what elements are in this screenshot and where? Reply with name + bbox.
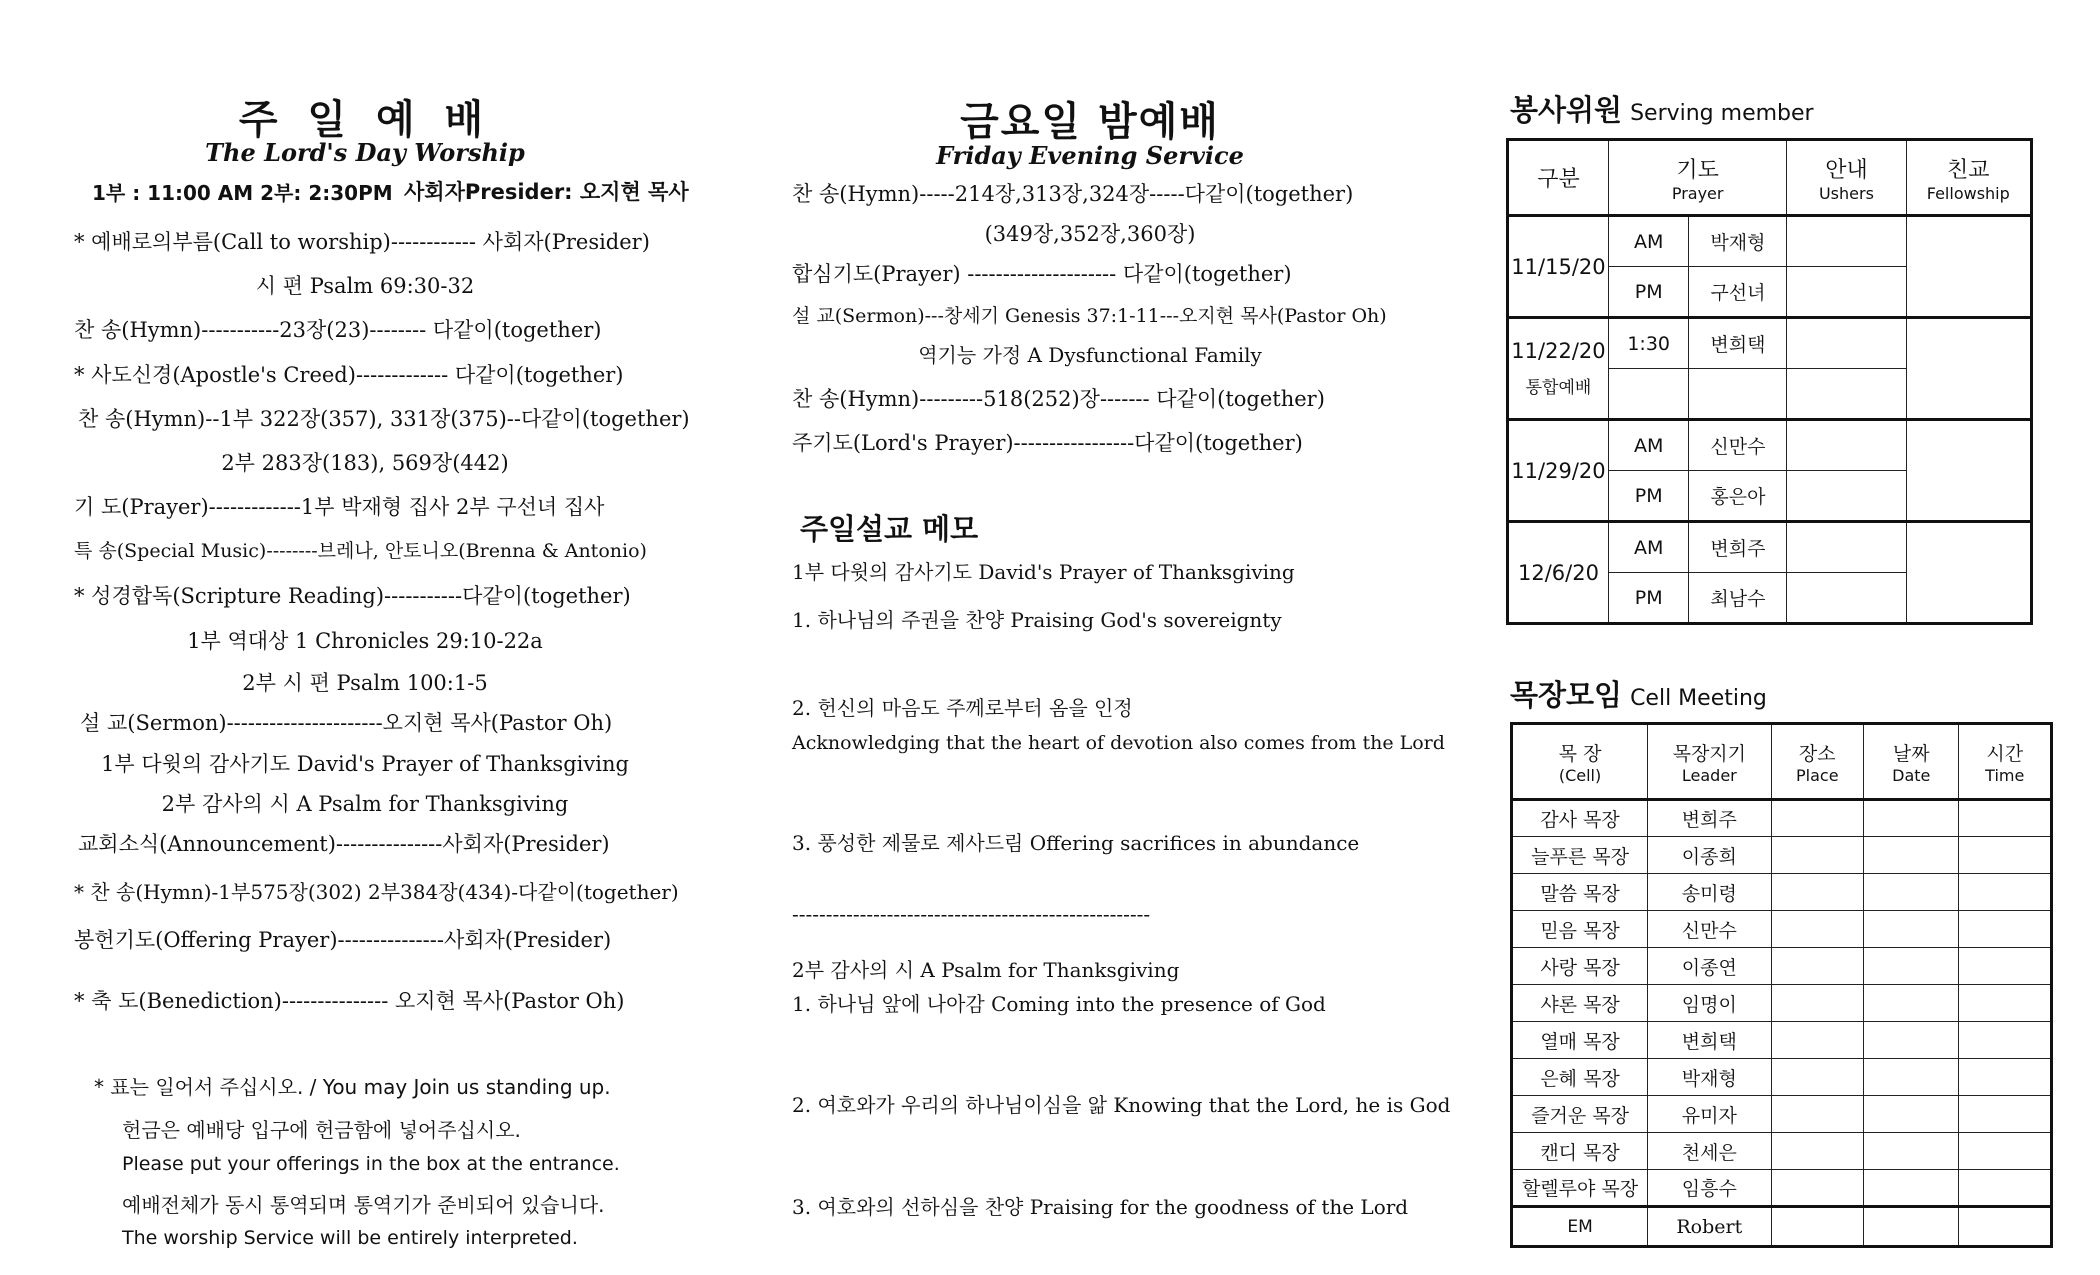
serving-table [1506,138,2033,625]
cell-name: 즐거운 목장 [1512,1096,1648,1133]
cell-leader: 유미자 [1648,1096,1771,1133]
memo-line: Acknowledging that the heart of devotion also comes from the Lord [792,732,1445,754]
memo-line: 3. 풍성한 제물로 제사드림 Offering sacrifices in abundance [792,831,1360,855]
cell-row [1512,837,2052,874]
cell-date [1864,1096,1959,1133]
memo-line: 2. 여호와가 우리의 하나님이심을 앎 Knowing that the Lord, he is God [792,1093,1451,1117]
cell-leader: Robert [1648,1207,1771,1247]
cell-name: 감사 목장 [1512,800,1648,837]
cell-title-en: Cell Meeting [1630,686,1767,711]
order-item: 2부 시 편 Psalm 100:1-5 [242,671,488,695]
cell-name: 할렐루야 목장 [1512,1170,1648,1207]
cell-name: EM [1512,1207,1648,1247]
friday-order-item: (349장,352장,360장) [984,222,1196,246]
cell-title-ko: 목장모임 [1510,678,1623,712]
serving-slot: AM [1608,420,1689,471]
serving-slot: PM [1608,267,1689,318]
order-item: 봉헌기도(Offering Prayer)---------------사회자(Presider) [74,928,612,952]
cell-date [1864,874,1959,911]
cell-row [1512,1207,2052,1247]
serving-title-en: Serving member [1630,101,1814,126]
memo-line: 1. 하나님의 주권을 찬양 Praising God's sovereignty [792,608,1282,632]
serving-ushers-cell [1787,216,1906,267]
volunteers-section [1500,0,2060,1275]
serving-header-prayer: 기도 Prayer [1608,140,1786,216]
cell-place [1771,1022,1864,1059]
cell-date [1864,1170,1959,1207]
cell-meeting-table [1510,722,2053,1248]
cell-time [1959,874,2052,911]
memo-line: 1부 다윗의 감사기도 David's Prayer of Thanksgiving [792,560,1295,584]
cell-place [1771,985,1864,1022]
sermon-memo-title: 주일설교 메모 [800,512,979,546]
service-times: 1부 : 11:00 AM 2부: 2:30PM [92,181,393,205]
serving-ushers-cell [1787,369,1906,420]
serving-ushers-cell [1787,522,1906,573]
note-line: 예배전체가 동시 통역되며 통역기가 준비되어 있습니다. [122,1193,605,1217]
cell-time [1959,1059,2052,1096]
cell-meeting-title [1510,673,1767,714]
presider: 사회자Presider: 오지현 목사 [404,180,689,204]
cell-time [1959,985,2052,1022]
memo-line: 2부 감사의 시 A Psalm for Thanksgiving [792,958,1180,982]
cell-place [1771,874,1864,911]
order-item: * 성경합독(Scripture Reading)-----------다같이(together) [74,584,631,608]
serving-date: 11/29/20 [1508,420,1609,522]
serving-slot [1608,369,1689,420]
cell-place [1771,1096,1864,1133]
serving-prayer-name: 홍은아 [1689,471,1787,522]
cell-row [1512,911,2052,948]
friday-order-item: 합심기도(Prayer) --------------------- 다같이(together) [792,262,1292,286]
cell-place [1771,1170,1864,1207]
cell-row [1512,800,2052,837]
serving-ushers-cell [1787,318,1906,369]
order-item: 2부 283장(183), 569장(442) [221,451,509,475]
cell-time [1959,1170,2052,1207]
cell-name: 말씀 목장 [1512,874,1648,911]
friday-service-section [790,0,1451,1275]
serving-slot: AM [1608,522,1689,573]
cell-place [1771,911,1864,948]
cell-leader: 변희주 [1648,800,1771,837]
cell-time [1959,837,2052,874]
cell-row [1512,1022,2052,1059]
cell-time [1959,911,2052,948]
serving-prayer-name [1689,369,1787,420]
serving-prayer-name: 변희택 [1689,318,1787,369]
cell-name: 열매 목장 [1512,1022,1648,1059]
cell-place [1771,1059,1864,1096]
cell-row [1512,874,2052,911]
note-line: * 표는 일어서 주십시오. / You may Join us standing up. [94,1075,611,1099]
serving-ushers-cell [1787,267,1906,318]
cell-row [1512,1096,2052,1133]
serving-fellowship-cell [1906,420,2031,522]
order-item: * 찬 송(Hymn)-1부575장(302) 2부384장(434)-다같이(together) [74,880,679,904]
cell-date [1864,985,1959,1022]
order-item: * 사도신경(Apostle's Creed)------------- 다같이(together) [74,363,624,387]
order-item: 교회소식(Announcement)---------------사회자(Presider) [78,832,610,856]
cell-place [1771,1207,1864,1247]
sunday-worship-subtitle: The Lord's Day Worship [205,138,525,167]
cell-name: 샤론 목장 [1512,985,1648,1022]
cell-name: 믿음 목장 [1512,911,1648,948]
order-item: * 예배로의부름(Call to worship)------------ 사회자(Presider) [74,230,650,254]
serving-prayer-name: 박재형 [1689,216,1787,267]
cell-leader: 송미령 [1648,874,1771,911]
cell-header-cell: 목 장 (Cell) [1512,724,1648,800]
cell-row [1512,1133,2052,1170]
combined-service-label: 통합예배 [1525,378,1592,398]
serving-fellowship-cell [1906,522,2031,624]
cell-date [1864,1059,1959,1096]
order-item: 1부 역대상 1 Chronicles 29:10-22a [187,629,543,653]
serving-slot: PM [1608,471,1689,522]
cell-time [1959,1207,2052,1247]
cell-date [1864,1022,1959,1059]
order-item: 특 송(Special Music)--------브레나, 안토니오(Brenna & Antonio) [74,540,647,562]
serving-prayer-name: 구선녀 [1689,267,1787,318]
order-item: 찬 송(Hymn)-----------23장(23)-------- 다같이(together) [74,318,602,342]
cell-date [1864,1133,1959,1170]
serving-header-fellowship: 친교 Fellowship [1906,140,2031,216]
order-item: 기 도(Prayer)-------------1부 박재형 집사 2부 구선녀 집사 [74,495,605,519]
order-item: 2부 감사의 시 A Psalm for Thanksgiving [161,792,569,816]
serving-slot: PM [1608,573,1689,624]
cell-time [1959,1022,2052,1059]
serving-prayer-name: 변희주 [1689,522,1787,573]
cell-time [1959,1133,2052,1170]
friday-order-item: 찬 송(Hymn)-----214장,313장,324장-----다같이(together) [792,182,1354,206]
serving-header-division: 구분 [1508,140,1609,216]
sunday-worship-section [70,0,690,1275]
cell-leader: 임명이 [1648,985,1771,1022]
cell-leader: 변희택 [1648,1022,1771,1059]
cell-name: 은혜 목장 [1512,1059,1648,1096]
serving-ushers-cell [1787,573,1906,624]
friday-order-item: 찬 송(Hymn)---------518(252)장------- 다같이(together) [792,387,1325,411]
cell-place [1771,800,1864,837]
friday-service-subtitle: Friday Evening Service [936,141,1244,170]
cell-header-date: 날짜 Date [1864,724,1959,800]
cell-header-time: 시간 Time [1959,724,2052,800]
cell-time [1959,800,2052,837]
serving-members-title [1510,88,1814,129]
serving-fellowship-cell [1906,216,2031,318]
serving-slot: AM [1608,216,1689,267]
memo-line: 1. 하나님 앞에 나아감 Coming into the presence of God [792,992,1326,1016]
cell-name: 사랑 목장 [1512,948,1648,985]
friday-order-item: 역기능 가정 A Dysfunctional Family [918,343,1262,367]
memo-line: 2. 헌신의 마음도 주께로부터 옴을 인정 [792,696,1133,720]
note-line: Please put your offerings in the box at the entrance. [122,1153,620,1175]
cell-row [1512,1059,2052,1096]
order-item: 시 편 Psalm 69:30-32 [255,274,475,298]
serving-ushers-cell [1787,420,1906,471]
order-item: * 축 도(Benediction)--------------- 오지현 목사(Pastor Oh) [74,989,625,1013]
serving-prayer-name: 신만수 [1689,420,1787,471]
cell-leader: 이종연 [1648,948,1771,985]
cell-leader: 이종희 [1648,837,1771,874]
order-item: 설 교(Sermon)----------------------오지현 목사(Pastor Oh) [80,711,613,735]
cell-header-leader: 목장지기 Leader [1648,724,1771,800]
cell-time [1959,1096,2052,1133]
cell-row [1512,948,2052,985]
sunday-worship-title: 주 일 예 배 [238,97,492,143]
friday-service-title: 금요일 밤예배 [960,99,1220,145]
serving-title-ko: 봉사위원 [1510,93,1623,127]
cell-row [1512,1170,2052,1207]
serving-slot: 1:30 [1608,318,1689,369]
serving-date: 11/15/20 [1508,216,1609,318]
cell-name: 늘푸른 목장 [1512,837,1648,874]
friday-order-item: 설 교(Sermon)---창세기 Genesis 37:1-11---오지현 목사(Pastor Oh) [792,305,1387,327]
serving-date: 11/22/20 통합예배 [1508,318,1609,420]
cell-date [1864,911,1959,948]
order-item: 찬 송(Hymn)--1부 322장(357), 331장(375)--다같이(together) [78,407,690,431]
cell-place [1771,948,1864,985]
serving-date: 12/6/20 [1508,522,1609,624]
cell-name: 캔디 목장 [1512,1133,1648,1170]
order-item: 1부 다윗의 감사기도 David's Prayer of Thanksgiving [101,752,629,776]
cell-leader: 박재형 [1648,1059,1771,1096]
cell-place [1771,837,1864,874]
cell-date [1864,948,1959,985]
cell-date [1864,837,1959,874]
cell-place [1771,1133,1864,1170]
serving-header-ushers: 안내 Ushers [1787,140,1906,216]
note-line: The worship Service will be entirely interpreted. [122,1227,578,1249]
cell-date [1864,1207,1959,1247]
cell-date [1864,800,1959,837]
serving-ushers-cell [1787,471,1906,522]
cell-leader: 천세은 [1648,1133,1771,1170]
cell-leader: 임흥수 [1648,1170,1771,1207]
cell-row [1512,985,2052,1022]
cell-header-place: 장소 Place [1771,724,1864,800]
memo-divider: ----------------------------------------------------- [792,902,1151,926]
serving-fellowship-cell [1906,318,2031,420]
friday-order-item: 주기도(Lord's Prayer)-----------------다같이(together) [792,431,1303,455]
cell-leader: 신만수 [1648,911,1771,948]
cell-time [1959,948,2052,985]
note-line: 헌금은 예배당 입구에 헌금함에 넣어주십시오. [122,1118,521,1142]
serving-prayer-name: 최남수 [1689,573,1787,624]
memo-line: 3. 여호와의 선하심을 찬양 Praising for the goodness of the Lord [792,1195,1409,1219]
